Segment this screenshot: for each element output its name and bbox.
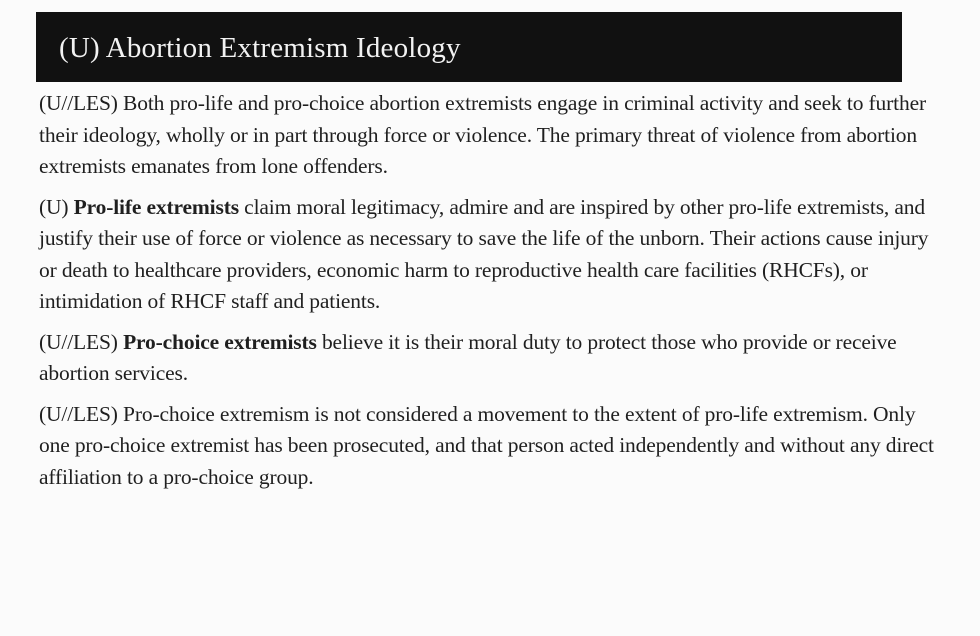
- paragraph-text: believe it is their moral duty to protect those who provide or receive abortion services.: [39, 329, 897, 385]
- paragraph-text: claim moral legitimacy, admire and are inspired by other pro-life extremists, and justify their use of force or violence as necessary to save the life of the unborn. Their actions cause injury or death to healthcare providers, economic harm to reproductive health care facilities (RHCFs), or intimidation of RHCF staff and patients.: [39, 194, 929, 313]
- classification-marking: (U//LES): [39, 329, 118, 354]
- paragraph-pro-choice-movement: [39, 399, 939, 494]
- section-header-bar: [36, 12, 902, 82]
- paragraph-text: Pro-choice extremism is not considered a movement to the extent of pro-life extremism. Only one pro-choice extremist has been prosecuted, and that person acted independently and without any direct affiliation to a pro-choice group.: [39, 401, 934, 489]
- paragraph-text: Both pro-life and pro-choice abortion extremists engage in criminal activity and seek to further their ideology, wholly or in part through force or violence. The primary threat of violence from abortion extremists emanates from lone offenders.: [39, 91, 926, 178]
- paragraph-pro-life-extremists: [39, 192, 939, 318]
- paragraph-pro-choice-extremists: [39, 327, 939, 390]
- bold-term: Pro-choice extremists: [123, 329, 317, 354]
- section-title: (U) Abortion Extremism Ideology: [59, 31, 461, 64]
- classification-marking: (U//LES): [39, 91, 118, 115]
- classification-marking: (U//LES): [39, 401, 118, 426]
- document-body: [39, 88, 939, 502]
- paragraph-abortion-extremists-overview: [39, 88, 939, 183]
- bold-term: Pro-life extremists: [73, 194, 239, 219]
- classification-marking: (U): [39, 194, 69, 219]
